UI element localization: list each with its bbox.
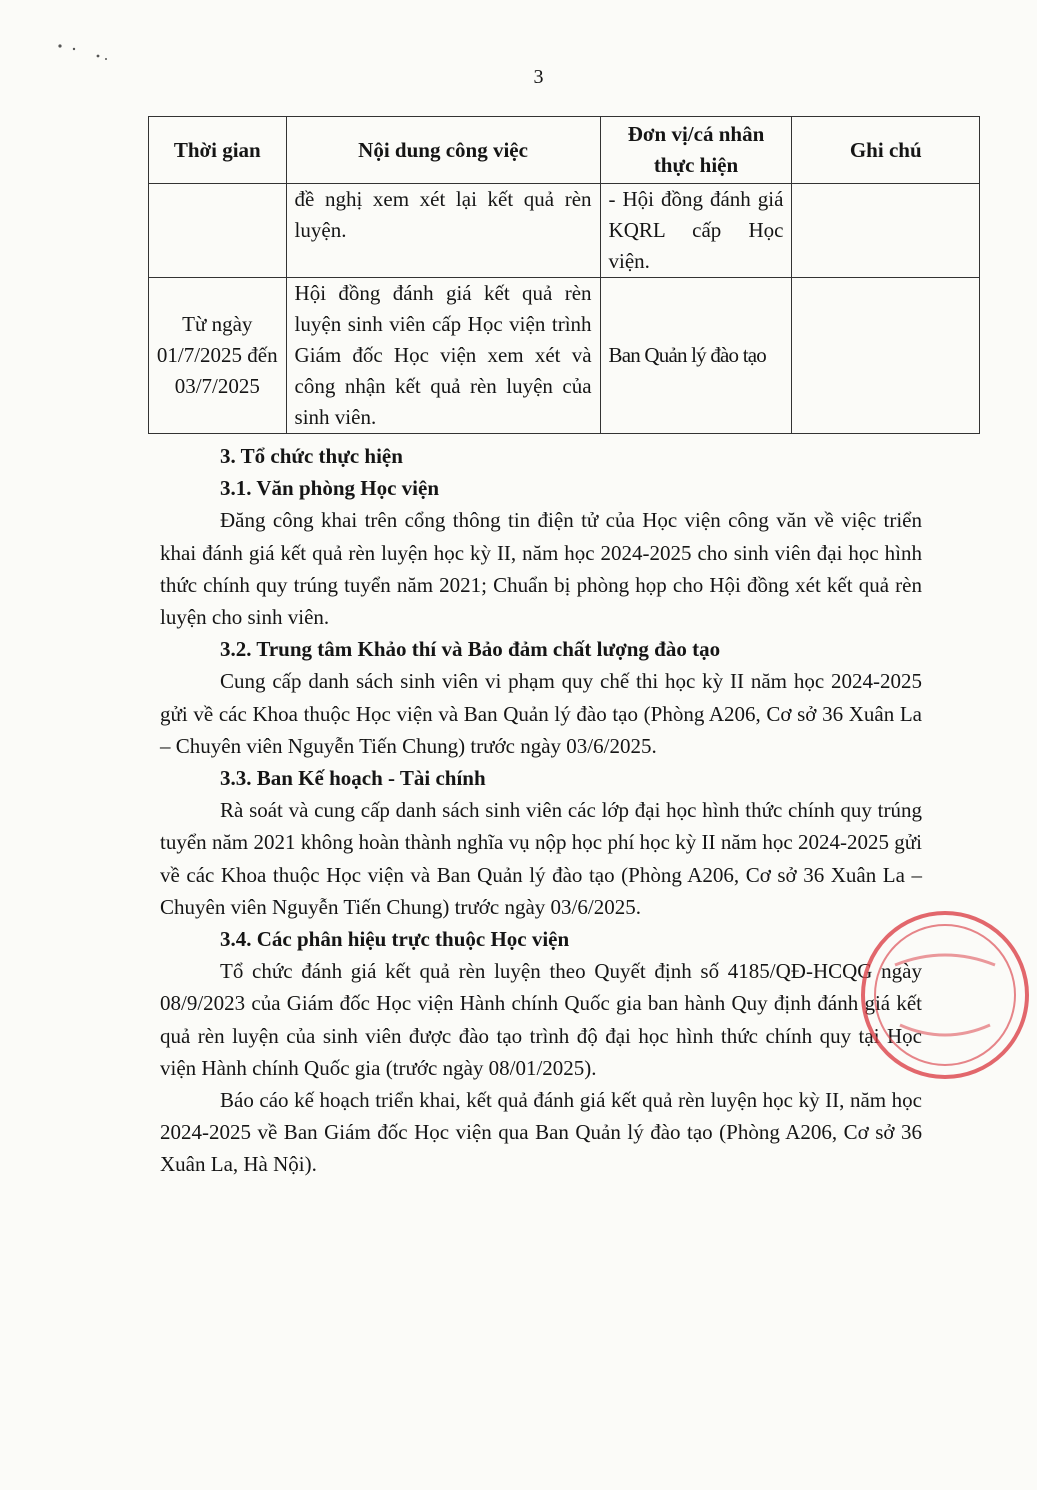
implementation-section: [160, 440, 922, 1181]
cell-time: [149, 184, 287, 278]
cell-note: [792, 278, 980, 434]
section-heading: 3.2. Trung tâm Khảo thí và Bảo đảm chất lượng đào tạo: [220, 637, 721, 662]
cell-content: Hội đồng đánh giá kết quả rèn luyện sinh viên cấp Học viện trình Giám đốc Học viện xem xét và công nhận kết quả rèn luyện của sinh viên.: [286, 278, 600, 434]
cell-time: Từ ngày 01/7/2025 đến 03/7/2025: [149, 278, 287, 434]
table-row: [149, 184, 980, 278]
section-paragraph: Tổ chức đánh giá kết quả rèn luyện theo Quyết định số 4185/QĐ-HCQG ngày 08/9/2023 của Giám đốc Học viện Hành chính Quốc gia ban hành Quy định đánh giá kết quả rèn luyện của sinh viên được đào tạo trình độ đại học hình thức chính quy tại Học viện Hành chính Quốc gia (trước ngày 08/01/2025).: [160, 959, 922, 1080]
page-number: 3: [533, 66, 544, 88]
section-heading: 3.3. Ban Kế hoạch - Tài chính: [220, 766, 486, 791]
section-heading: 3.4. Các phân hiệu trực thuộc Học viện: [220, 927, 570, 952]
cell-unit: - Hội đồng đánh giá KQRL cấp Học viện.: [600, 184, 792, 278]
section-paragraph: Cung cấp danh sách sinh viên vi phạm quy chế thi học kỳ II năm học 2024-2025 gửi về các Khoa thuộc Học viện và Ban Quản lý đào tạo (Phòng A206, Cơ sở 36 Xuân La – Chuyên viên Nguyễn Tiến Chung) trước ngày 03/6/2025.: [160, 669, 922, 758]
section-paragraph: Báo cáo kế hoạch triển khai, kết quả đánh giá kết quả rèn luyện học kỳ II, năm học 2024-2025 về Ban Giám đốc Học viện qua Ban Quản lý đào tạo (Phòng A206, Cơ sở 36 Xuân La, Hà Nội).: [160, 1088, 922, 1177]
section-heading: 3. Tổ chức thực hiện: [220, 444, 403, 468]
cell-note: [792, 184, 980, 278]
table-row: [149, 278, 980, 434]
header-unit: Đơn vị/cá nhân thực hiện: [600, 117, 792, 184]
header-content: Nội dung công việc: [286, 117, 600, 184]
header-time: Thời gian: [149, 117, 287, 184]
cell-content: đề nghị xem xét lại kết quả rèn luyện.: [286, 184, 600, 278]
cell-unit: Ban Quản lý đào tạo: [600, 278, 792, 434]
official-seal-icon: [855, 905, 1035, 1085]
table-header-row: [149, 117, 980, 184]
header-note: Ghi chú: [792, 117, 980, 184]
section-paragraph: Đăng công khai trên cổng thông tin điện tử của Học viện công văn về việc triển khai đánh giá kết quả rèn luyện học kỳ II, năm học 2024-2025 cho sinh viên đại học hình thức chính quy trúng tuyển năm 2021; Chuẩn bị phòng họp cho Hội đồng xét kết quả rèn luyện cho sinh viên.: [160, 508, 922, 630]
section-paragraph: Rà soát và cung cấp danh sách sinh viên các lớp đại học hình thức chính quy trúng tuyển năm 2021 không hoàn thành nghĩa vụ nộp học phí học kỳ II năm học 2024-2025 gửi về các Khoa thuộc Học viện và Ban Quản lý đào tạo (Phòng A206, Cơ sở 36 Xuân La – Chuyên viên Nguyễn Tiến Chung) trước ngày 03/6/2025.: [160, 798, 922, 919]
section-heading: 3.1. Văn phòng Học viện: [220, 476, 439, 501]
schedule-table: [148, 116, 980, 434]
